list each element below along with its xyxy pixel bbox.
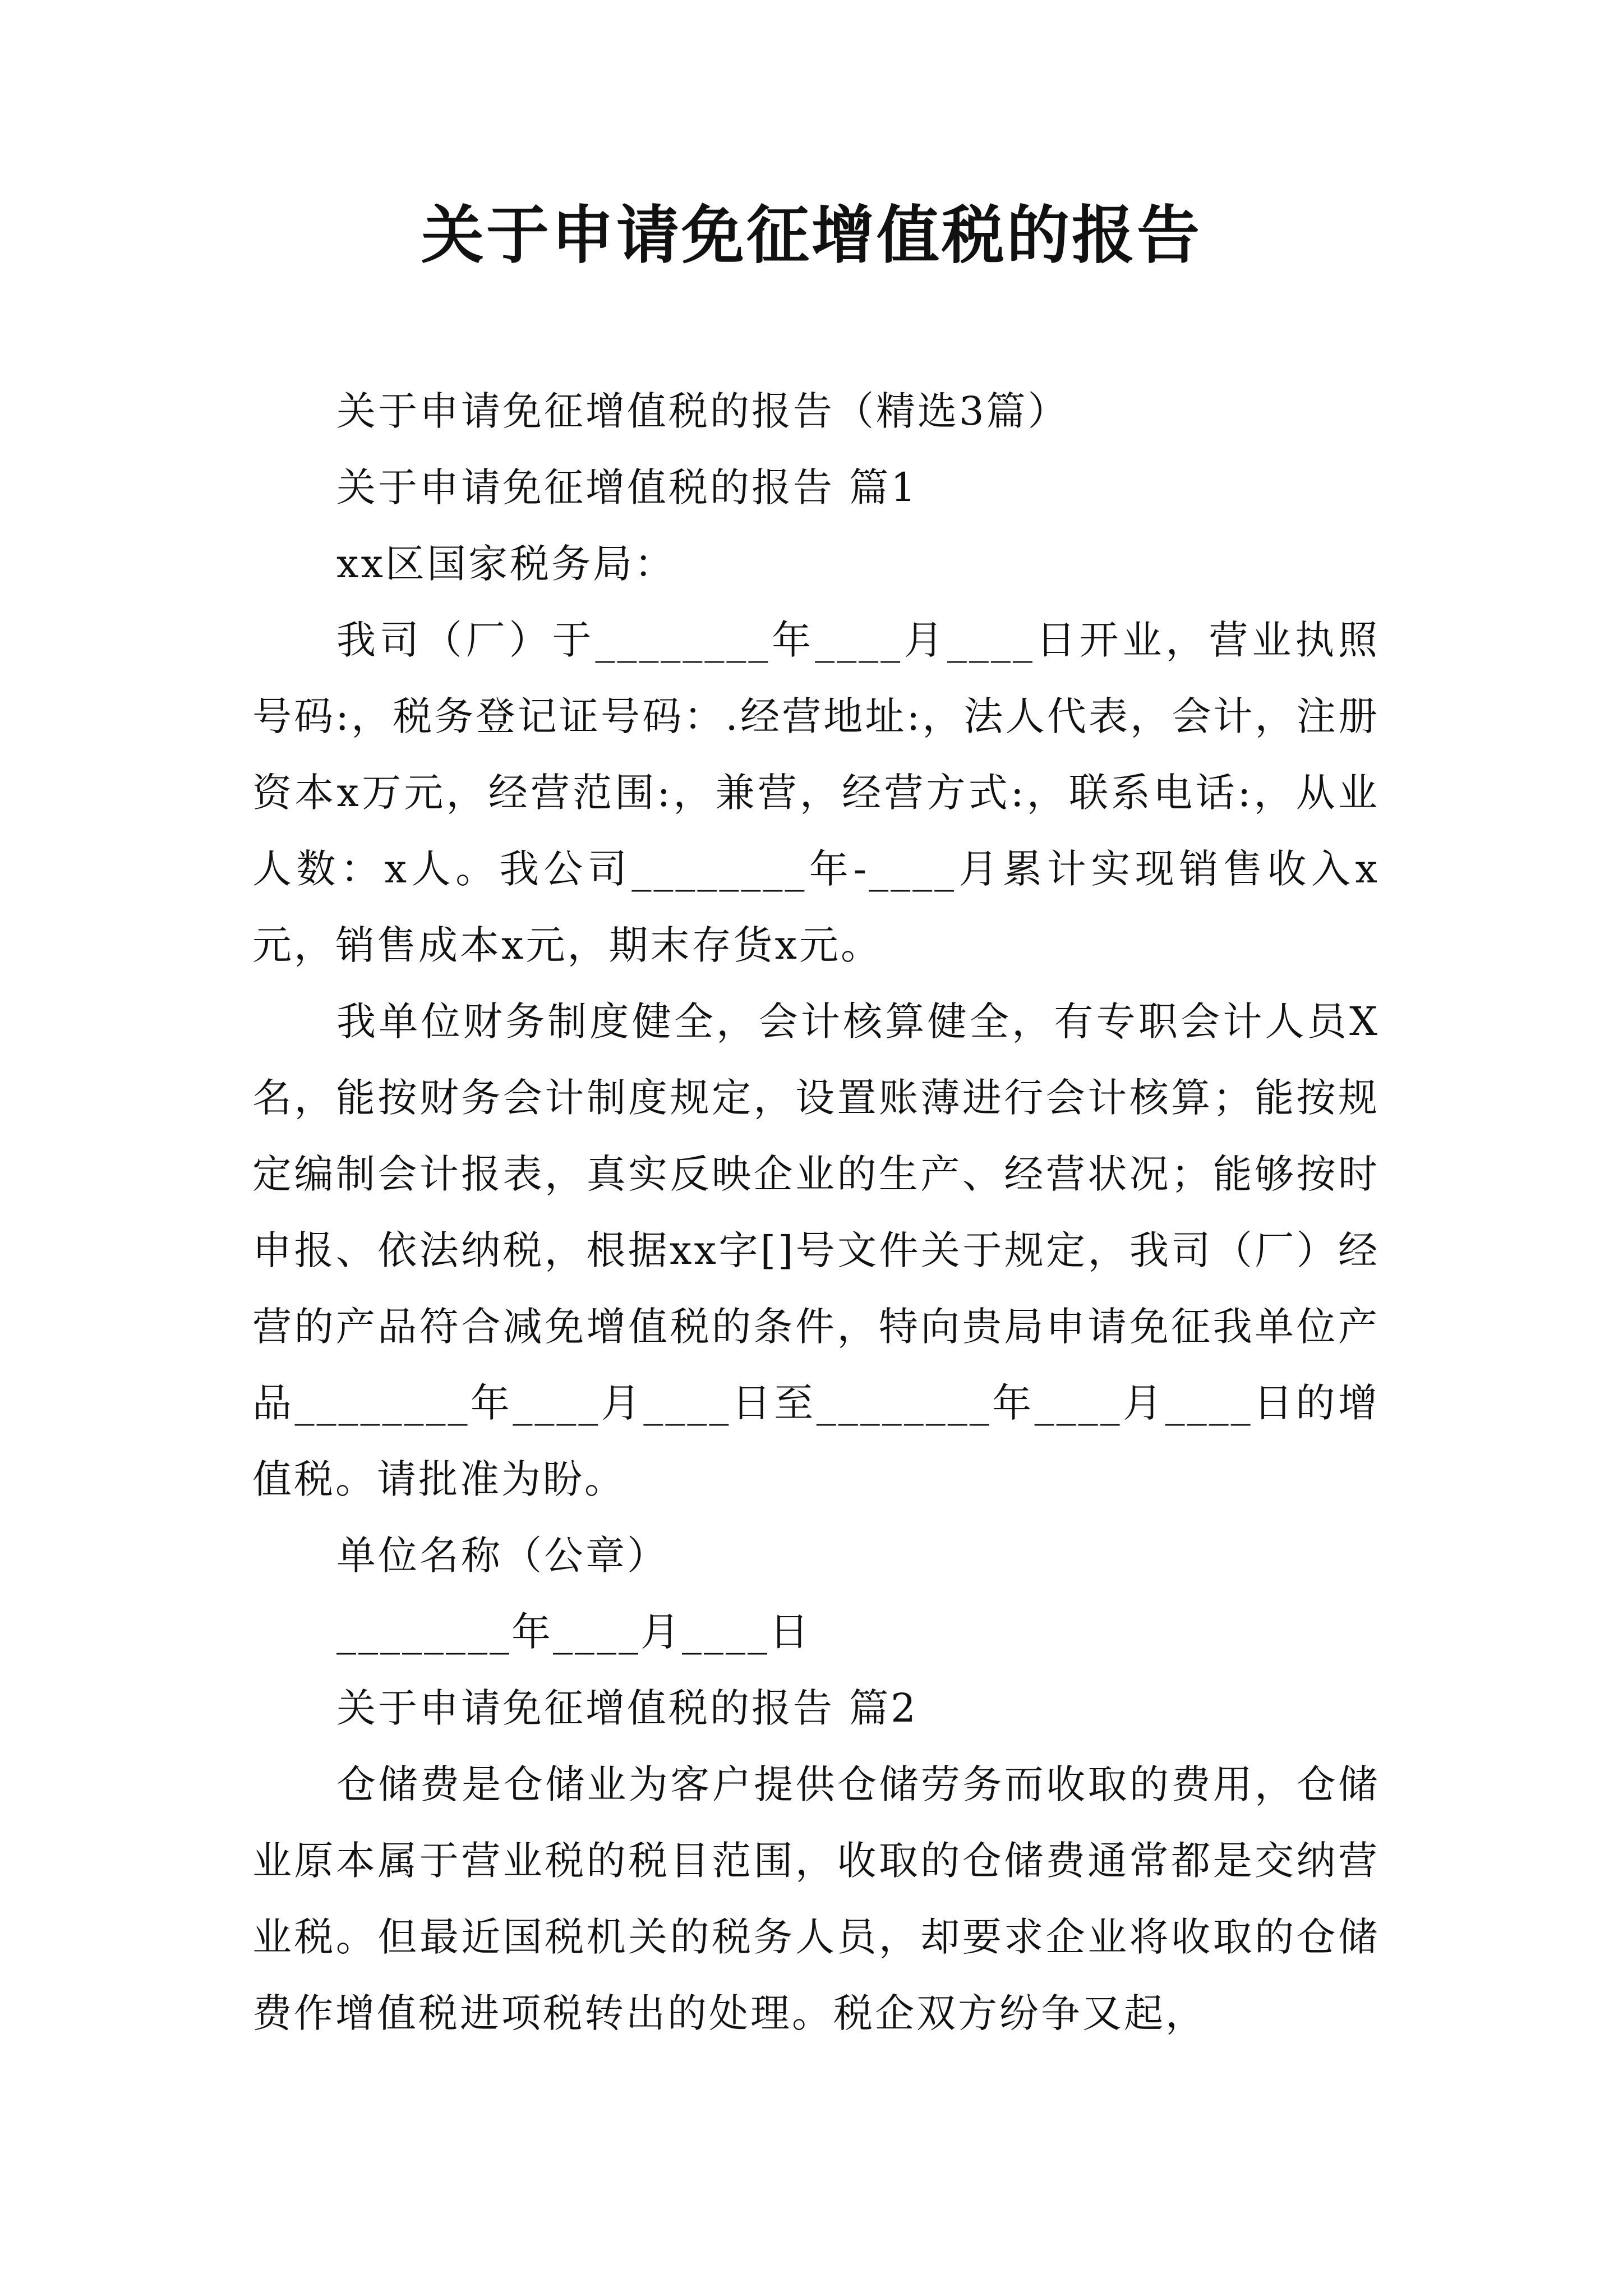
paragraph-request: 我单位财务制度健全，会计核算健全，有专职会计人员X名，能按财务会计制度规定，设置账薄进行会计核算；能按规定编制会计报表，真实反映企业的生产、经营状况；能够按时申报、依法纳税，根据xx字[]号文件关于规定，我司（厂）经营的产品符合减免增值税的条件，特向贵局申请免征我单位产品________年____月____日至________年____月____日的增值税。请批准为盼。 (252, 999, 1380, 1502)
paragraph-date: ________年____月____日 (336, 1609, 811, 1655)
paragraph-subtitle: 关于申请免征增值税的报告（精选3篇） (336, 388, 1069, 434)
paragraph-section-2-body: 仓储费是仓储业为客户提供仓储劳务而收取的费用，仓储业原本属于营业税的税目范围，收取的仓储费通常都是交纳营业税。但最近国税机关的税务人员，却要求企业将收取的仓储费作增值税进项税转出的处理。税企双方纷争又起， (252, 1761, 1380, 2036)
paragraph-recipient: xx区国家税务局： (336, 541, 676, 587)
document-body (252, 373, 1380, 2051)
paragraph-section-1-heading: 关于申请免征增值税的报告 篇1 (336, 464, 918, 510)
paragraph-section-2-heading: 关于申请免征增值税的报告 篇2 (336, 1685, 918, 1731)
paragraph-signature: 单位名称（公章） (336, 1533, 668, 1579)
paragraph-company-info: 我司（厂）于________年____月____日开业，营业执照号码:，税务登记证号码：.经营地址:，法人代表，会计，注册资本x万元，经营范围:，兼营，经营方式:，联系电话:，从业人数：x人。我公司________年-____月累计实现销售收入x元，销售成本x元，期末存货x元。 (252, 617, 1380, 968)
document-title: 关于申请免征增值税的报告 (421, 199, 1202, 272)
